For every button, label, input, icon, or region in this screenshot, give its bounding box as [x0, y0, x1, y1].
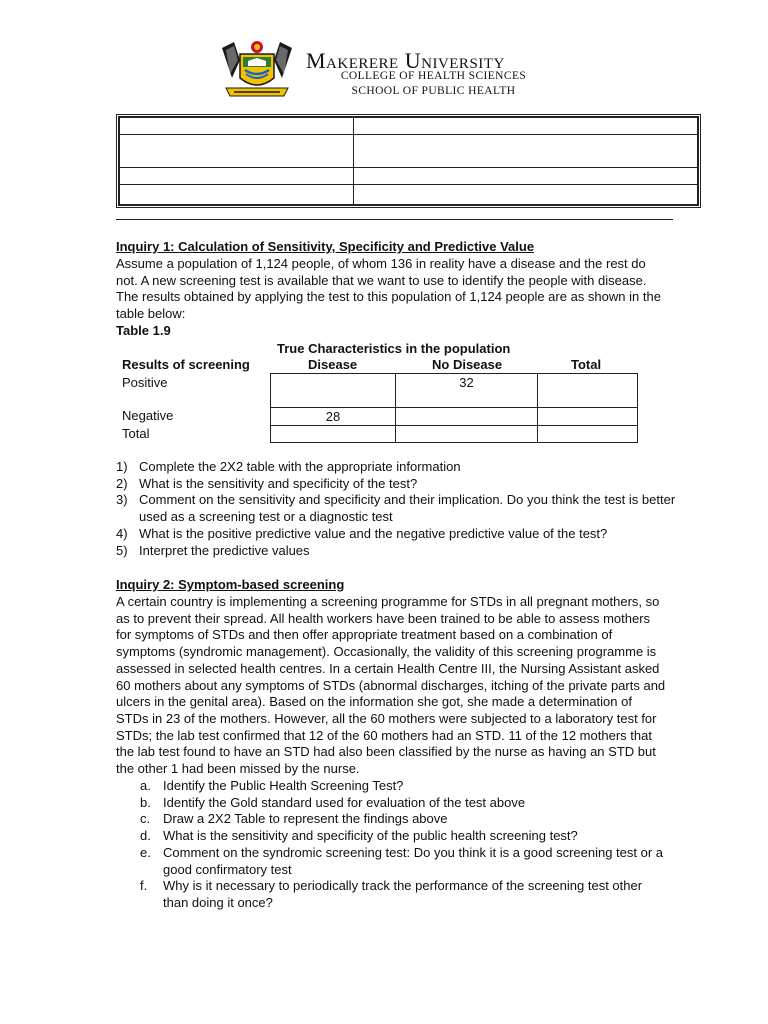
table-group-header: True Characteristics in the population: [277, 341, 511, 356]
list-item: 4) What is the positive predictive value and the negative predictive value of the test?: [116, 525, 608, 541]
info-table: [116, 114, 701, 208]
letterhead: [218, 38, 578, 106]
inquiry1-heading: Inquiry 1: Calculation of Sensitivity, Specificity and Predictive Value: [116, 239, 535, 254]
university-name: Makerere University: [306, 48, 505, 73]
list-item: 5) Interpret the predictive values: [116, 542, 310, 558]
list-item: d. What is the sensitivity and specificity of the public health screening test?: [140, 828, 578, 844]
table-col-total: Total: [571, 357, 602, 372]
table-col-disease: Disease: [308, 357, 358, 372]
table-row-positive: Positive: [122, 375, 168, 390]
table-title: Table 1.9: [116, 323, 171, 338]
info-cell: [120, 135, 354, 168]
info-cell: [120, 168, 354, 185]
cell-total-total: [537, 425, 638, 443]
table-row-negative: Negative: [122, 408, 174, 423]
table-row-header: Results of screening: [122, 357, 250, 372]
inquiry2-question-list: [140, 778, 670, 912]
cell-negative-no-disease: [395, 407, 538, 426]
cell-total-disease: [270, 425, 396, 443]
cell-negative-disease: 28: [270, 407, 396, 426]
list-item: 1) Complete the 2X2 table with the appropriate information: [116, 459, 461, 474]
table-col-no-disease: No Disease: [432, 357, 503, 372]
list-item: a. Identify the Public Health Screening Test?: [140, 778, 404, 793]
inquiry2-heading: Inquiry 2: Symptom-based screening: [116, 577, 345, 592]
inquiry1-paragraph: Assume a population of 1,124 people, of whom 136 in reality have a disease and the rest do not. A new screening test is available that we want to use to identify the people with disease. The results obtained by applying the test to this population of 1,124 people are as shown in the table below:: [116, 256, 661, 322]
school-name: SCHOOL OF PUBLIC HEALTH: [351, 85, 516, 97]
list-item: c. Draw a 2X2 Table to represent the findings above: [140, 811, 448, 827]
separator-line: [116, 219, 673, 220]
info-cell: [354, 168, 698, 185]
college-name: COLLEGE OF HEALTH SCIENCES: [340, 70, 527, 82]
cell-total-no-disease: [395, 425, 538, 443]
inquiry2-paragraph: A certain country is implementing a screening programme for STDs in all pregnant mothers, so as to prevent their spread. All health workers have been trained to be able to assess mothers for symptoms of STDs and then offer appropriate treatment based on a combination of symptoms (syndromic management). Occasionally, the validity of this screening programme is assessed in selected health centres. In a certain Health Centre III, the Nursing Assistant asked 60 mothers about any symptoms of STDs (abnormal discharges, itching of the private parts and ulcers in the genital area). Based on the information she got, she made a determination of STDs in 23 of the mothers. However, all the 60 mothers were subjected to a laboratory test for STDs; the lab test confirmed that 12 of the 60 mothers had an STD. 11 of the 12 mothers that the lab test found to have an STD had also been classified by the nurse as having an STD but the other 1 had been missed by the nurse.: [116, 594, 666, 777]
university-crest-icon: [218, 38, 296, 102]
info-cell: [120, 118, 354, 135]
list-item: 3) Comment on the sensitivity and specificity and their implication. Do you think the test is better used as a screening test or a diagnostic test: [116, 492, 676, 525]
list-item: e. Comment on the syndromic screening test: Do you think it is a good screening test or a good confirmatory test: [140, 844, 664, 877]
info-cell: [354, 118, 698, 135]
info-cell: [120, 185, 354, 205]
list-item: 2) What is the sensitivity and specificity of the test?: [116, 475, 418, 491]
cell-positive-no-disease: 32: [395, 373, 538, 408]
info-cell: [354, 185, 698, 205]
cell-negative-total: [537, 407, 638, 426]
contingency-table: [270, 373, 638, 443]
info-cell: [354, 135, 698, 168]
cell-positive-disease: [270, 373, 396, 408]
list-item: f. Why is it necessary to periodically track the performance of the screening test other than doing it once?: [140, 878, 643, 910]
inquiry1-question-list: [116, 459, 676, 559]
list-item: b. Identify the Gold standard used for evaluation of the test above: [140, 794, 526, 810]
table-row-total: Total: [122, 426, 150, 441]
cell-positive-total: [537, 373, 638, 408]
